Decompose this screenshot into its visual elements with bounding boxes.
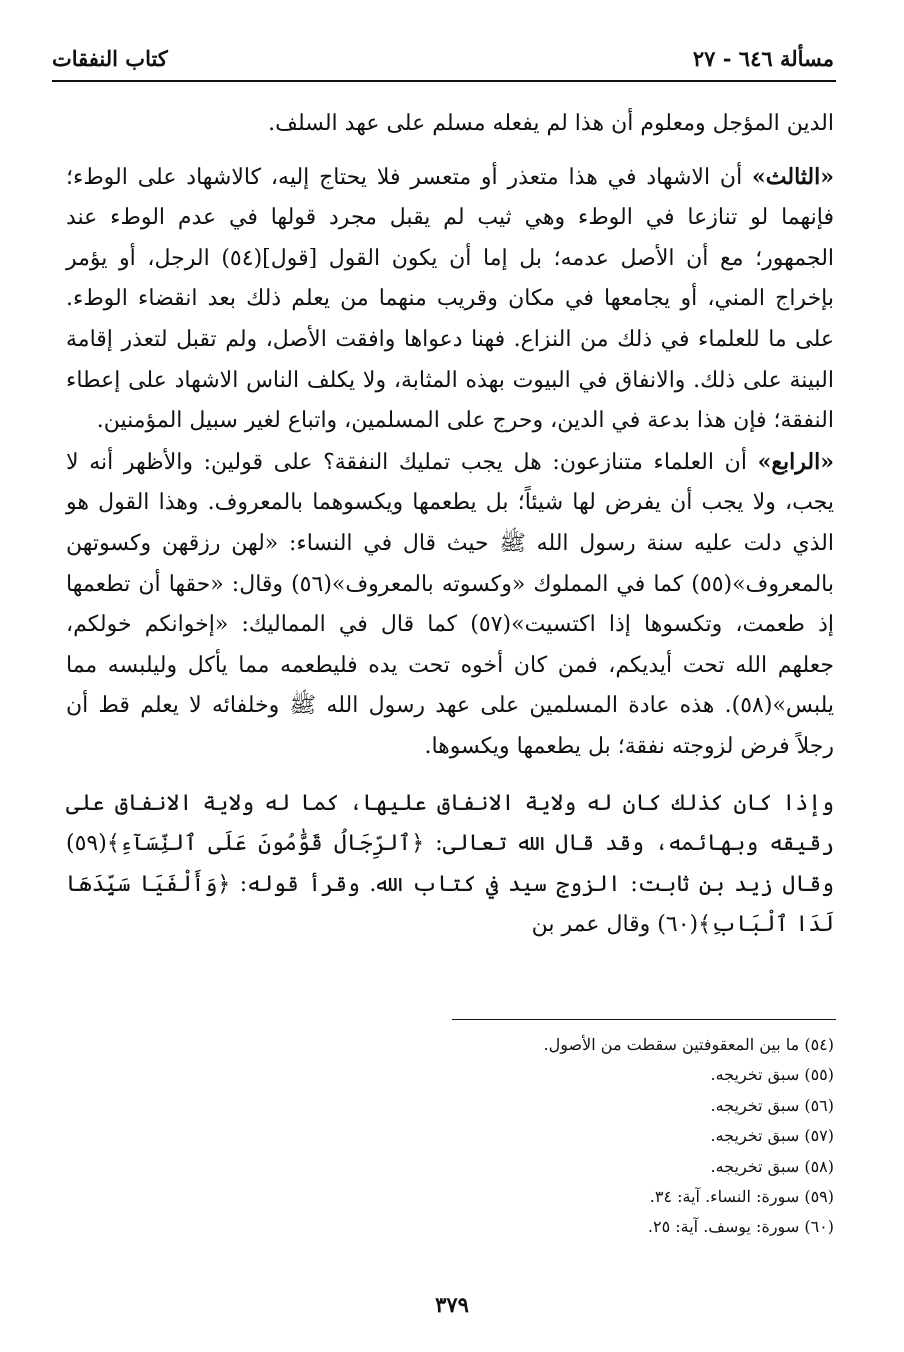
- footnote-60: (٦٠) سورة: يوسف. آية: ٢٥.: [647, 1217, 834, 1237]
- book-title: كتاب النفقات: [52, 45, 168, 71]
- page-number: ٣٧٩: [435, 1292, 469, 1317]
- footnote-59: (٥٩) سورة: النساء. آية: ٣٤.: [649, 1187, 834, 1207]
- footnotes: [300, 1030, 834, 1243]
- footnote-divider: [452, 1019, 836, 1020]
- paragraph-guardianship: [66, 784, 834, 946]
- paragraph-third-point: [66, 157, 834, 442]
- paragraph-text: وإذا كان كذلك كان له ولاية الانفاق عليها، كما له ولاية الانفاق على رقيقه وبهائمه، وقد قال الله تعالى: ﴿ٱلرِّجَالُ قَوَّٰمُونَ عَلَى ٱلنِّسَآءِ﴾(٥٩) وقال زيد بن ثابت: الزوج سيد في كتاب الله. وقرأ قوله: ﴿وَأَلْفَيَا سَيِّدَهَا لَدَا ٱلْبَابِ﴾(٦٠) وقال عمر بن: [66, 790, 834, 938]
- footnote-55: (٥٥) سبق تخريجه.: [710, 1065, 834, 1085]
- section-reference: مسألة ٦٤٦ - ٢٧: [692, 45, 834, 71]
- footnote-58: (٥٨) سبق تخريجه.: [710, 1156, 834, 1176]
- footnote-56: (٥٦) سبق تخريجه.: [710, 1095, 834, 1115]
- footnote-57: (٥٧) سبق تخريجه.: [710, 1126, 834, 1146]
- paragraph-lead: «الثالث»: [752, 163, 834, 190]
- paragraph-text: أن العلماء متنازعون: هل يجب تمليك النفقة؟ على قولين: والأظهر أنه لا يجب، ولا يجب أن يفرض لها شيئاً؛ بل يطعمها ويكسوهما بالمعروف. وهذا القول هو الذي دلت عليه سنة رسول الله ﷺ حيث قال في النساء: «لهن رزقهن وكسوتهن بالمعروف»(٥٥) كما في المملوك «وكسوته بالمعروف»(٥٦) وقال: «حقها أن تطعمها إذ طعمت، وتكسوها إذا اكتسيت»(٥٧) كما قال في المماليك: «إخوانكم خولكم، جعلهم الله تحت أيديكم، فمن كان أخوه تحت يده فليطعمه مما يأكل وليلبسه مما يلبس»(٥٨). هذه عادة المسلمين على عهد رسول الله ﷺ وخلفائه لا يعلم قط أن رجلاً فرض لزوجته نفقة؛ بل يطعمها ويكسوها.: [66, 449, 835, 759]
- main-text: [66, 104, 834, 946]
- header-divider: [52, 80, 836, 82]
- paragraph-text: أن الاشهاد في هذا متعذر أو متعسر فلا يحتاج إليه، كالاشهاد على الوطء؛ فإنهما لو تنازعا في الوطء وهي ثيب لم يقبل مجرد قولها في عدم الوطء عند الجمهور؛ مع أن الأصل عدمه؛ بل إما أن يكون القول [قول](٥٤) الرجل، أو يؤمر بإخراج المني، أو يجامعها في مكان وقريب منهما من يعلم ذلك بعد انقضاء الوطء. على ما للعلماء في ذلك من النزاع. فهنا دعواها وافقت الأصل، ولم تقبل لتعذر إقامة البينة على ذلك. والانفاق في البيوت بهذه المثابة، ولا يكلف الناس الاشهاد على إعطاء النفقة؛ فإن هذا بدعة في الدين، وحرج على المسلمين، واتباع لغير سبيل المؤمنين.: [66, 164, 835, 434]
- running-header: [52, 38, 834, 78]
- paragraph-continuation: [66, 104, 834, 145]
- paragraph-text: الدين المؤجل ومعلوم أن هذا لم يفعله مسلم على عهد السلف.: [268, 111, 834, 136]
- paragraph-lead: «الرابع»: [757, 448, 834, 475]
- footnote-54: (٥٤) ما بين المعقوفتين سقطت من الأصول.: [543, 1035, 834, 1054]
- paragraph-fourth-point: [66, 442, 834, 768]
